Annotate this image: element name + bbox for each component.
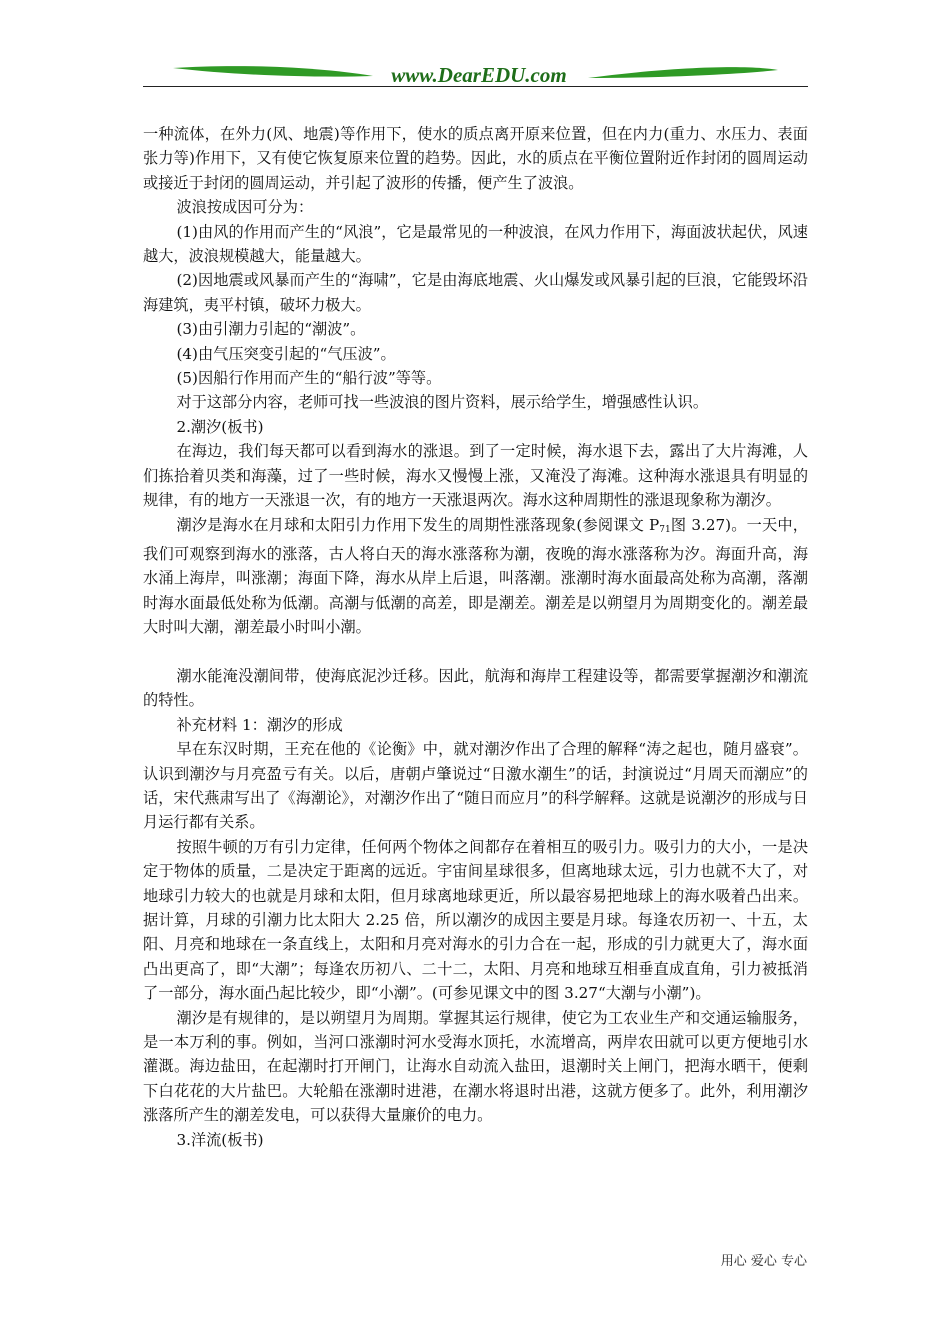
- paragraph-wave-types-intro: 波浪按成因可分为：: [176, 198, 314, 217]
- page-footer: 用心 爱心 专心: [720, 1254, 807, 1269]
- section-heading-currents: 3.洋流(板书): [176, 1130, 264, 1149]
- supplement-heading: 补充材料 1：潮汐的形成: [176, 715, 343, 734]
- paragraph-tide-uses: 潮汐是有规律的，是以朔望月为周期。掌握其运行规律，使它为工农业生产和交通运输服务，是一本万利的事。例如，当河口涨潮时河水受海水顶托，水流增高，两岸农田就可以更方便地引水灌溉。海边盐田，在起潮时打开闸门，让海水自动流入盐田，退潮时关上闸门，把海水晒干，便剩下白花花的大片盐巴。大轮船在涨潮时进港，在潮水将退时出港，这就方便多了。此外，利用潮汐涨落所产生的潮差发电，可以获得大量廉价的电力。: [143, 1008, 808, 1125]
- paragraph-tsunami: (2)因地震或风暴而产生的“海啸”，它是由海底地震、火山爆发或风暴引起的巨浪，它能毁坏沿海建筑，夷平村镇，破坏力极大。: [143, 271, 808, 314]
- header-divider: [143, 86, 808, 87]
- paragraph-teacher-note: 对于这部分内容，老师可找一些波浪的图片资料，展示给学生，增强感性认识。: [176, 393, 708, 412]
- tide-definition-start: 潮汐是海水在月球和太阳引力作用下发生的周期性涨落现象(参阅课文 P: [176, 515, 660, 534]
- page-ref-subscript: 71: [659, 524, 671, 535]
- right-swoosh-icon: [588, 67, 778, 78]
- paragraph-pressure-wave: (4)由气压突变引起的“气压波”。: [176, 344, 396, 363]
- paragraph-wind-wave: (1)由风的作用而产生的“风浪”，它是最常见的一种波浪，在风力作用下，海面波状起伏，风速越大，波浪规模越大，能量越大。: [143, 222, 808, 266]
- header-logo-text: www.DearEDU.com: [391, 63, 567, 87]
- paragraph-wave-definition: 一种流体，在外力(风、地震)等作用下，使水的质点离开原来位置，但在内力(重力、水压力、表面张力等)作用下，又有使它恢复原来位置的趋势。因此，水的质点在平衡位置附近作封闭的圆周运动或接近于封闭的圆周运动，并引起了波形的传播，便产生了波浪。: [143, 125, 808, 192]
- document-body: [143, 122, 808, 1152]
- paragraph-tidal-wave: (3)由引潮力引起的“潮波”。: [176, 320, 366, 339]
- section-heading-tides: 2.潮汐(板书): [176, 417, 264, 436]
- paragraph-history: 早在东汉时期，王充在他的《论衡》中，就对潮汐作出了合理的解释“涛之起也，随月盛衰”。认识到潮汐与月亮盈亏有关。以后，唐朝卢肇说过“日激水潮生”的话，封演说过“月周天而潮应”的话，宋代燕肃写出了《海潮论》，对潮汐作出了“随日而应月”的科学解释。这就是说潮汐的形成与日月运行都有关系。: [143, 740, 808, 832]
- left-swoosh-icon: [173, 66, 373, 77]
- paragraph-gravitation: 按照牛顿的万有引力定律，任何两个物体之间都存在着相互的吸引力。吸引力的大小，一是决定于物体的质量，二是决定于距离的远近。宇宙间星球很多，但离地球太远，引力也就不大了，对地球引力较大的也就是月球和太阳，但月球离地球更近，所以最容易把地球上的海水吸着凸出来。据计算，月球的引潮力比太阳大 2.25 倍，所以潮汐的成因主要是月球。每逢农历初一、十五，太阳、月亮和地球在一条直线上，太阳和月亮对海水的引力合在一起，形成的引力就更大了，海水面凸出更高了，即“大潮”；每逢农历初八、二十二，太阳、月亮和地球互相垂直成直角，引力被抵消了一部分，海水面凸起比较少，即“小潮”。(可参见课文中的图 3.27“大潮与小潮”)。: [143, 837, 808, 1003]
- blank-line: [143, 640, 808, 664]
- tide-definition-rest: 图 3.27)。一天中，我们可观察到海水的涨落，古人将白天的海水涨落称为潮，夜晚的海水涨落称为汐。海面升高，海水涌上海岸，叫涨潮；海面下降，海水从岸上后退，叫落潮。涨潮时海水面最高处称为高潮，落潮时海水面最低处称为低潮。高潮与低潮的高差，即是潮差。潮差是以朔望月为周期变化的。潮差最大时叫大潮，潮差最小时叫小潮。: [143, 515, 808, 637]
- paragraph-seaside-tides: 在海边，我们每天都可以看到海水的涨退。到了一定时候，海水退下去，露出了大片海滩，人们拣拾着贝类和海藻，过了一些时候，海水又慢慢上涨，又淹没了海滩。这种海水涨退具有明显的规律，有的地方一天涨退一次，有的地方一天涨退两次。海水这种周期性的涨退现象称为潮汐。: [143, 442, 808, 510]
- paragraph-ship-wave: (5)因船行作用而产生的“船行波”等等。: [176, 369, 442, 388]
- paragraph-intertidal: 潮水能淹没潮间带，使海底泥沙迁移。因此，航海和海岸工程建设等，都需要掌握潮汐和潮流的特性。: [143, 666, 808, 710]
- paragraph-tide-definition: [143, 513, 808, 640]
